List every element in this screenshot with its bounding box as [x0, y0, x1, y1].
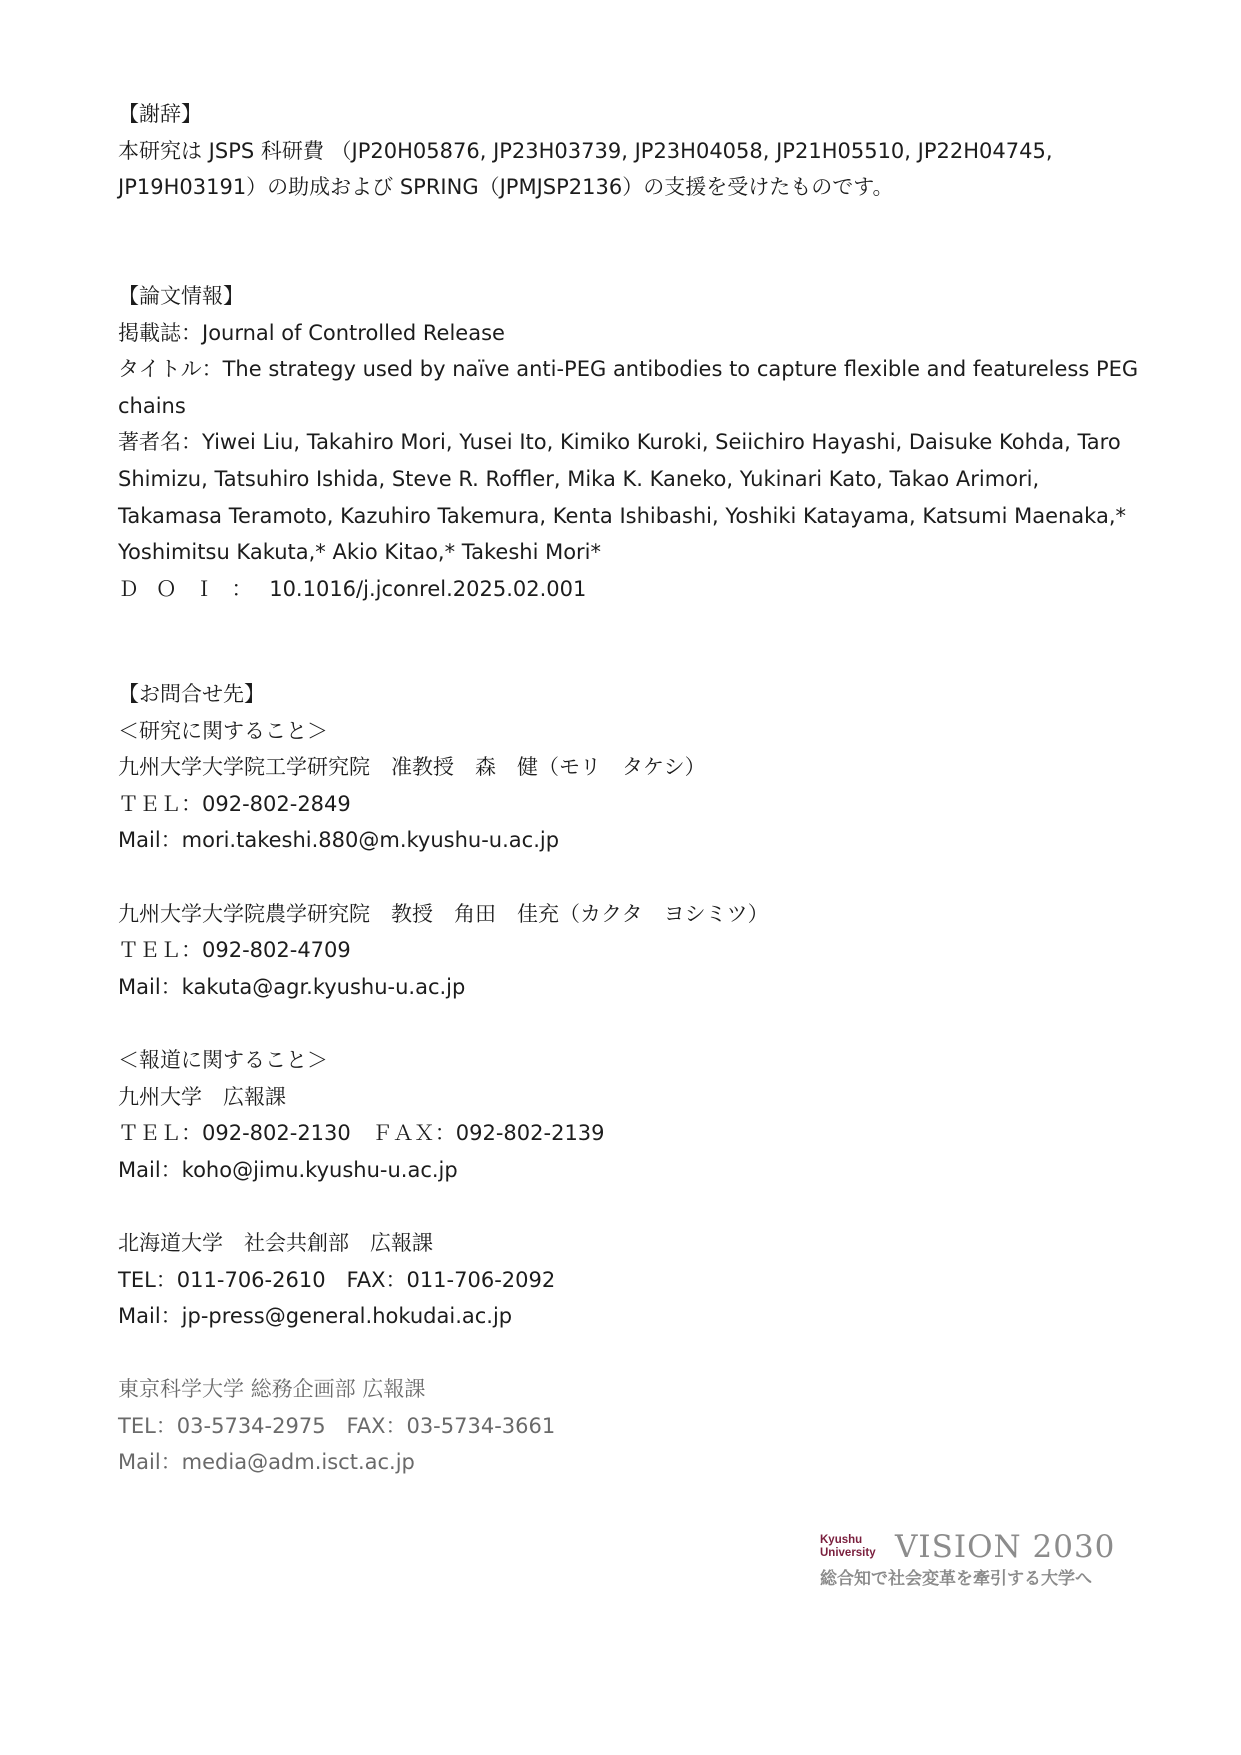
contact-mail[interactable]: Mail：media@adm.isct.ac.jp — [118, 1450, 415, 1475]
research-contact-heading: ＜研究に関すること＞ — [118, 718, 328, 743]
kyushu-vision-2030-logo — [820, 1530, 1120, 1594]
contact-tel-fax: ＴＥＬ：092-802-2130 ＦＡＸ：092-802-2139 — [118, 1121, 605, 1146]
contact-hokudai-pr — [118, 1225, 1141, 1335]
logo-university-name — [820, 1534, 876, 1560]
contact-tel: ＴＥＬ：092-802-4709 — [118, 938, 351, 963]
logo-tagline: 総合知で社会変革を牽引する大学へ — [820, 1569, 1092, 1589]
contact-tel-fax: TEL：03-5734-2975 FAX：03-5734-3661 — [118, 1413, 556, 1438]
acknowledgment-section — [118, 96, 1141, 206]
spacer — [118, 1188, 1141, 1225]
contact-section — [118, 676, 1141, 1481]
contact-mail[interactable]: Mail：kakuta@agr.kyushu-u.ac.jp — [118, 974, 466, 999]
contact-mail[interactable]: Mail：jp-press@general.hokudai.ac.jp — [118, 1304, 513, 1329]
contact-mail[interactable]: Mail：koho@jimu.kyushu-u.ac.jp — [118, 1157, 458, 1182]
acknowledgment-text: 本研究は JSPS 科研費 （JP20H05876, JP23H03739, JP23H04058, JP21H05510, JP22H04745, JP19H03191）の助成および SPRING（JPMJSP2136）の支援を受けたものです。 — [118, 138, 1053, 200]
acknowledgment-heading: 【謝辞】 — [118, 102, 202, 126]
doi-label: ＤＯＩ： — [118, 576, 270, 601]
journal-name: Journal of Controlled Release — [202, 320, 505, 345]
contact-mail[interactable]: Mail：mori.takeshi.880@m.kyushu-u.ac.jp — [118, 828, 560, 853]
title-label: タイトル： — [118, 357, 223, 382]
contact-affiliation: 九州大学大学院工学研究院 准教授 森 健（モリ タケシ） — [118, 755, 706, 780]
contact-affiliation: 東京科学大学 総務企画部 広報課 — [118, 1377, 426, 1402]
authors-label: 著者名： — [118, 430, 202, 455]
contact-tel: ＴＥＬ：092-802-2849 — [118, 791, 351, 816]
title-line — [118, 351, 1141, 424]
logo-university-line1: Kyushu — [820, 1534, 863, 1546]
contact-heading: 【お問合せ先】 — [118, 682, 265, 706]
spacer — [118, 859, 1141, 896]
press-contact-heading: ＜報道に関すること＞ — [118, 1047, 328, 1072]
paper-title: The strategy used by naïve anti-PEG antibodies to capture flexible and featureless PEG chains — [118, 357, 1139, 418]
authors-list: Yiwei Liu, Takahiro Mori, Yusei Ito, Kimiko Kuroki, Seiichiro Hayashi, Daisuke Kohda, Taro Shimizu, Tatsuhiro Ishida, Steve R. Roffler, Mika K. Kaneko, Yukinari Kato, Takao Arimori, Takamasa Teramoto, Kazuhiro Takemura, Kenta Ishibashi, Yoshiki Katayama, Katsumi Maenaka,* Yoshimitsu Kakuta,* Akio Kitao,* Takeshi Mori* — [118, 430, 1126, 565]
contact-affiliation: 北海道大学 社会共創部 広報課 — [118, 1230, 433, 1255]
logo-university-line2: University — [820, 1547, 876, 1559]
paper-info-heading: 【論文情報】 — [118, 284, 244, 308]
authors-line — [118, 424, 1141, 570]
contact-isct-pr — [118, 1371, 1141, 1481]
logo-vision-text: VISION 2030 — [895, 1529, 1116, 1565]
spacer — [118, 1335, 1141, 1372]
contact-tel-fax: TEL：011-706-2610 FAX：011-706-2092 — [118, 1267, 556, 1292]
paper-info-section — [118, 278, 1141, 607]
contact-affiliation: 九州大学 広報課 — [118, 1084, 286, 1109]
contact-mori — [118, 749, 1141, 859]
journal-line — [118, 315, 1141, 352]
doi-value[interactable]: 10.1016/j.jconrel.2025.02.001 — [269, 576, 587, 601]
spacer — [118, 1005, 1141, 1042]
doi-line — [118, 571, 1141, 608]
contact-affiliation: 九州大学大学院農学研究院 教授 角田 佳充（カクタ ヨシミツ） — [118, 901, 769, 926]
contact-kyushu-pr — [118, 1079, 1141, 1189]
journal-label: 掲載誌： — [118, 320, 202, 345]
contact-kakuta — [118, 896, 1141, 1006]
